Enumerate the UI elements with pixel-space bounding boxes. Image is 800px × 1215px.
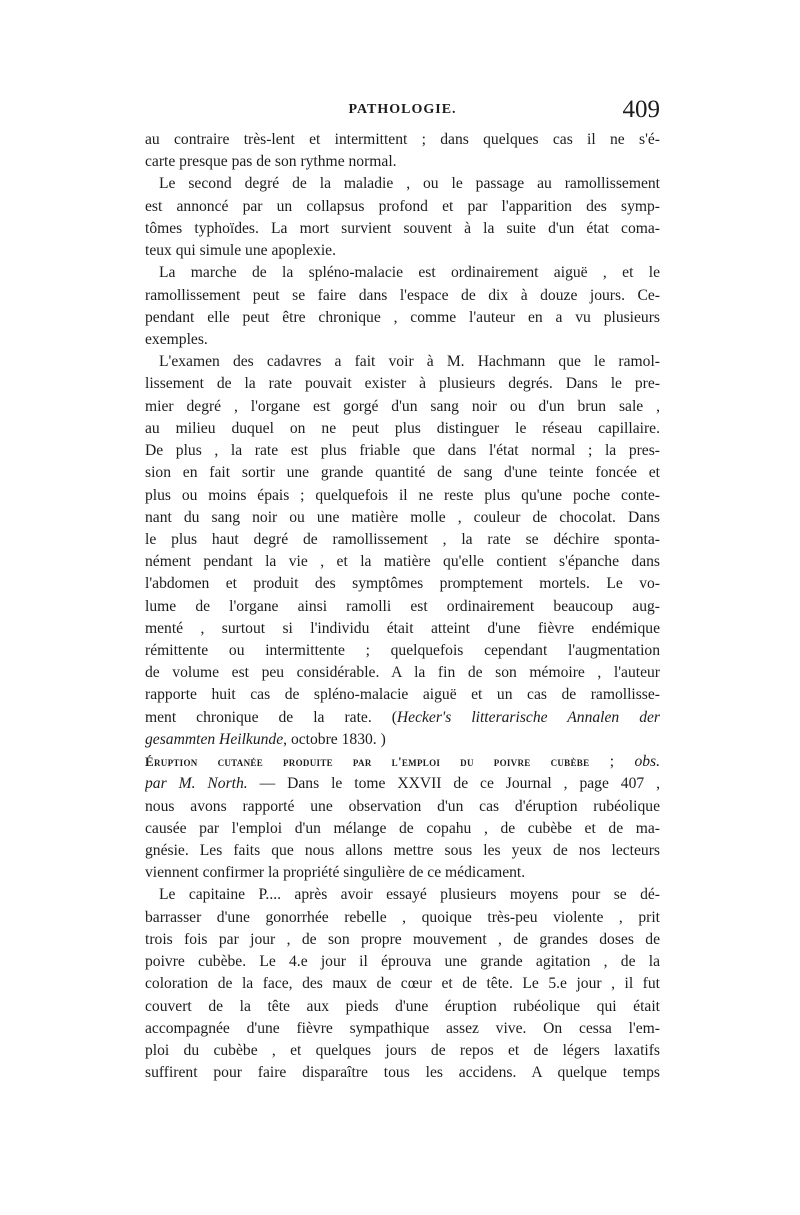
italic-text: gesammten Heilkunde — [145, 730, 284, 748]
line-text: nous avons rapporté une observation d'un cas d'éruption rubéolique — [145, 797, 660, 815]
text-line — [145, 662, 660, 684]
text-line — [145, 751, 660, 773]
line-text: viennent confirmer la propriété singulière de ce médicament. — [145, 864, 526, 882]
text-line — [145, 818, 660, 840]
line-text: plus ou moins épais ; quelquefois il ne reste plus qu'une poche conte- — [145, 486, 660, 504]
line-text: L'examen des cadavres a fait voir à M. Hachmann que le ramol- — [159, 353, 660, 371]
line-text: suffirent pour faire disparaître tous les accidens. A quelque temps — [145, 1064, 660, 1082]
text-line — [145, 929, 660, 951]
line-text: De plus , la rate est plus friable que dans l'état normal ; la pres- — [145, 442, 660, 460]
text-line — [145, 618, 660, 640]
line-text: barrasser d'une gonorrhée rebelle , quoique très-peu violente , prit — [145, 908, 660, 926]
line-text: le plus haut degré de ramollissement , la rate se déchire sponta- — [145, 530, 660, 548]
text-line — [145, 840, 660, 862]
line-text: rapporte huit cas de spléno-malacie aiguë et un cas de ramollisse- — [145, 686, 660, 704]
line-text: de volume est peu considérable. A la fin de son mémoire , l'auteur — [145, 664, 660, 682]
text-line — [145, 418, 660, 440]
text-line — [145, 262, 660, 284]
line-text: couvert de la tête aux pieds d'une éruption rubéolique qui était — [145, 997, 660, 1015]
text-line — [145, 640, 660, 662]
text-line — [145, 307, 660, 329]
text-line — [145, 218, 660, 240]
line-text: La marche de la spléno-malacie est ordinairement aiguë , et le — [159, 264, 660, 282]
line-text: ploi du cubèbe , et quelques jours de repos et de légers laxatifs — [145, 1041, 660, 1059]
text-line — [145, 285, 660, 307]
line-text: ment chronique de la rate. ( — [145, 708, 397, 726]
text-line — [145, 973, 660, 995]
text-line — [145, 329, 660, 351]
line-text: nant du sang noir ou une matière molle , couleur de chocolat. Dans — [145, 508, 660, 526]
text-line — [145, 351, 660, 373]
text-line — [145, 485, 660, 507]
line-text: teux qui simule une apoplexie. — [145, 242, 336, 260]
line-text: coloration de la face, des maux de cœur et de tête. Le 5.e jour , il fut — [145, 975, 660, 993]
line-text: est annoncé par un collapsus profond et par l'apparition des symp- — [145, 197, 660, 215]
italic-text: obs. — [634, 753, 660, 771]
text-line — [145, 1018, 660, 1040]
line-text: Le capitaine P.... après avoir essayé plusieurs moyens pour se dé- — [159, 886, 660, 904]
page-header — [145, 96, 660, 126]
line-text: l'abdomen et produit des symptômes promptement mortels. Le vo- — [145, 575, 660, 593]
line-text: accompagnée d'une fièvre sympathique assez vive. On cessa l'em- — [145, 1019, 660, 1037]
section-heading: Éruption cutanée produite par l'emploi du poivre cubèbe — [145, 754, 590, 770]
text-line — [145, 1062, 660, 1084]
text-line — [145, 551, 660, 573]
text-line — [145, 862, 660, 884]
line-text: nément pendant la vie , et la matière qu'elle contient s'épanche dans — [145, 553, 660, 571]
text-line — [145, 1040, 660, 1062]
page-number: 409 — [622, 96, 660, 123]
running-head: PATHOLOGIE. — [348, 102, 457, 117]
line-text: ; — [589, 753, 635, 771]
line-text: pendant elle peut être chronique , comme l'auteur en a vu plusieurs — [145, 308, 660, 326]
text-line — [145, 440, 660, 462]
line-text: poivre cubèbe. Le 4.e jour il éprouva une grande agitation , de la — [145, 953, 660, 971]
text-line — [145, 507, 660, 529]
text-line — [145, 129, 660, 151]
text-line — [145, 240, 660, 262]
line-text: au milieu duquel on ne peut plus distinguer le réseau capillaire. — [145, 419, 660, 437]
text-line — [145, 196, 660, 218]
text-line — [145, 884, 660, 906]
line-text: — Dans le tome XXVII de ce Journal , page 407 , — [247, 775, 660, 793]
text-line — [145, 996, 660, 1018]
text-line — [145, 684, 660, 706]
line-text: sion en fait sortir une grande quantité de sang d'une teinte foncée et — [145, 464, 660, 482]
line-text: causée par l'emploi d'un mélange de copahu , de cubèbe et de ma- — [145, 819, 660, 837]
text-line — [145, 573, 660, 595]
text-line — [145, 529, 660, 551]
line-text: mier degré , l'organe est gorgé d'un sang noir ou d'un brun sale , — [145, 397, 660, 415]
line-text: gnésie. Les faits que nous allons mettre sous les yeux de nos lecteurs — [145, 842, 660, 859]
line-text: au contraire très-lent et intermittent ; dans quelques cas il ne s'é- — [145, 131, 660, 148]
line-text: lissement de la rate pouvait exister à plusieurs degrés. Dans le pre- — [145, 375, 660, 393]
line-text: carte presque pas de son rythme normal. — [145, 153, 397, 171]
text-line — [145, 773, 660, 795]
line-text: menté , surtout si l'individu était atteint d'une fièvre endémique — [145, 619, 660, 637]
text-line — [145, 373, 660, 395]
italic-text: Hecker's litterarische Annalen der — [396, 708, 660, 726]
text-line — [145, 462, 660, 484]
line-text: exemples. — [145, 330, 208, 348]
body-text — [145, 129, 660, 1084]
line-text: ramollissement peut se faire dans l'espace de dix à douze jours. Ce- — [145, 286, 660, 304]
line-text: tômes typhoïdes. La mort survient souvent à la suite d'un état coma- — [145, 219, 660, 237]
text-line — [145, 596, 660, 618]
text-line — [145, 173, 660, 195]
text-line — [145, 951, 660, 973]
text-line — [145, 729, 660, 751]
text-line — [145, 796, 660, 818]
text-line — [145, 707, 660, 729]
text-line — [145, 151, 660, 173]
line-text: Le second degré de la maladie , ou le passage au ramollissement — [159, 175, 660, 193]
line-text: lume de l'organe ainsi ramolli est ordinairement beaucoup aug- — [145, 597, 660, 615]
line-text: rémittente ou intermittente ; quelquefois cependant l'augmentation — [145, 642, 660, 660]
text-line — [145, 907, 660, 929]
italic-text: par M. North. — [145, 775, 248, 793]
line-text: , octobre 1830. ) — [283, 730, 386, 748]
text-line — [145, 396, 660, 418]
line-text: trois fois par jour , de son propre mouvement , de grandes doses de — [145, 930, 660, 948]
